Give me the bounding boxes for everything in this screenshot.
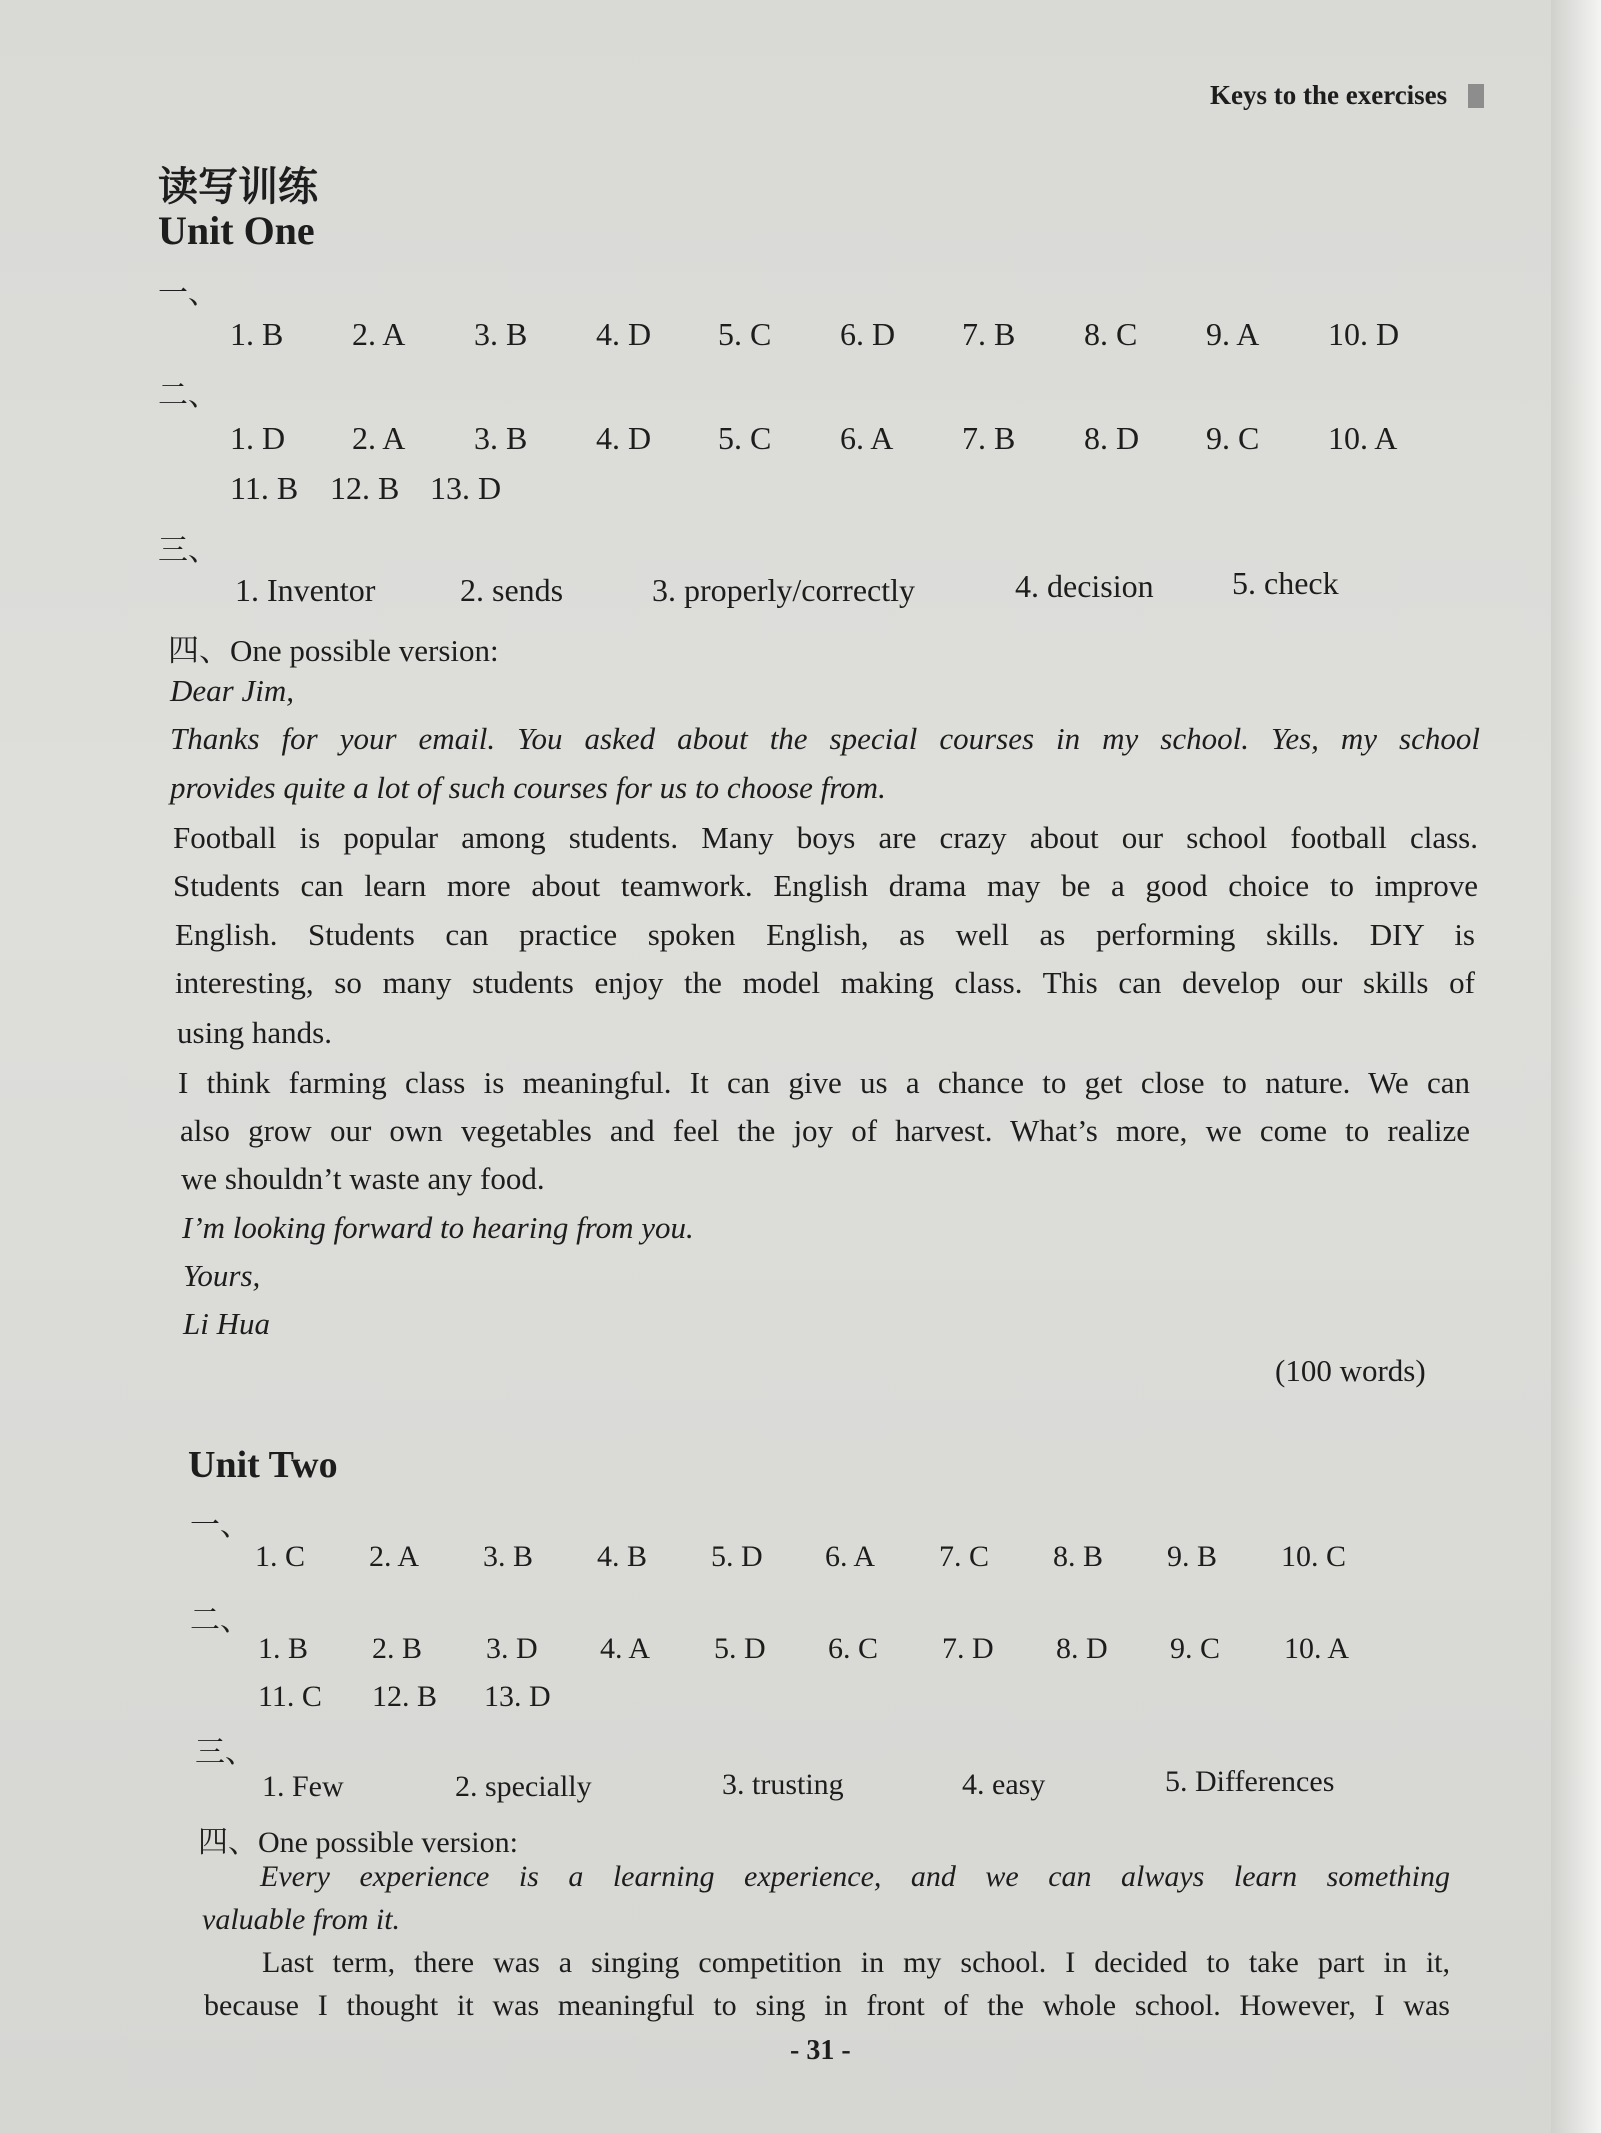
page-edge (1551, 0, 1601, 2133)
answer: 12. B (330, 470, 400, 506)
letter-line: Football is popular among students. Many boys are crazy about our school football class. (173, 820, 1478, 855)
answer: 10. C (1281, 1540, 1347, 1573)
essay-line: Every experience is a learning experience, and we can always learn something (260, 1860, 1450, 1893)
u1-part1-label: 一、 (158, 276, 218, 311)
answer: 7. D (942, 1632, 994, 1665)
answer: 7. C (939, 1540, 990, 1573)
letter-line: Li Hua (183, 1306, 270, 1341)
letter-line: also grow our own vegetables and feel the joy of harvest. What’s more, we come to realize (180, 1113, 1470, 1148)
answer: 2. A (352, 420, 406, 456)
answer: 1. B (258, 1632, 309, 1665)
u1-part1-answers (230, 316, 1450, 353)
answer: 8. B (1053, 1540, 1104, 1573)
answer: 5. C (718, 316, 772, 352)
answer: 10. A (1328, 420, 1398, 456)
answer: 2. B (372, 1632, 423, 1665)
answer: 4. B (597, 1540, 648, 1573)
answer: 2. specially (455, 1770, 592, 1803)
answer: 9. B (1167, 1540, 1218, 1573)
answer: 9. C (1170, 1632, 1221, 1665)
answer: 6. A (825, 1540, 876, 1573)
u2-part4-label: 四、One possible version: (198, 1826, 518, 1859)
answer: 1. C (255, 1540, 306, 1573)
answer: 2. sends (460, 572, 564, 608)
header-marker (1468, 84, 1484, 108)
section-title: 读写训练 (158, 164, 318, 210)
answer: 5. D (711, 1540, 763, 1573)
u1-part2-answers (230, 420, 1450, 457)
answer: 9. C (1206, 420, 1260, 456)
answer: 1. Inventor (235, 572, 376, 608)
u2-part3-label: 三、 (195, 1735, 255, 1770)
answer: 4. D (596, 420, 652, 456)
answer: 13. D (430, 470, 502, 506)
answer: 8. D (1056, 1632, 1108, 1665)
essay-line: because I thought it was meaningful to sing in front of the whole school. However, I was (204, 1989, 1450, 2022)
letter-line: provides quite a lot of such courses for us to choose from. (170, 770, 886, 805)
answer: 3. D (486, 1632, 538, 1665)
answer: 8. D (1084, 420, 1140, 456)
letter-line: we shouldn’t waste any food. (181, 1161, 545, 1196)
answer: 4. A (600, 1632, 651, 1665)
answer: 10. D (1328, 316, 1400, 352)
unit-one-title: Unit One (158, 208, 315, 253)
u1-part2-label: 二、 (158, 378, 218, 413)
answer: 1. Few (262, 1770, 344, 1803)
unit-two-title: Unit Two (188, 1444, 338, 1486)
answer: 10. A (1284, 1632, 1350, 1665)
letter-line: interesting, so many students enjoy the model making class. This can develop our skills of (175, 965, 1475, 1000)
word-count: (100 words) (1275, 1353, 1426, 1388)
answer: 5. D (714, 1632, 766, 1665)
letter-line: I think farming class is meaningful. It can give us a chance to get close to nature. We can (178, 1065, 1470, 1100)
answer: 13. D (484, 1680, 551, 1713)
answer: 4. decision (1015, 568, 1154, 604)
answer: 1. B (230, 316, 284, 352)
answer: 11. B (230, 470, 299, 506)
answer: 12. B (372, 1680, 438, 1713)
answer: 2. A (352, 316, 406, 352)
answer: 7. B (962, 420, 1016, 456)
answer: 8. C (1084, 316, 1138, 352)
letter-line: Thanks for your email. You asked about the special courses in my school. Yes, my school (170, 721, 1480, 756)
u2-part1-label: 一、 (190, 1508, 250, 1543)
letter-line: using hands. (177, 1015, 332, 1050)
answer: 3. B (474, 420, 528, 456)
answer: 4. easy (962, 1768, 1046, 1801)
answer: 5. Differences (1165, 1765, 1335, 1798)
u2-part2-answers-2 (258, 1680, 606, 1714)
answer: 3. B (474, 316, 528, 352)
essay-line: Last term, there was a singing competition in my school. I decided to take part in it, (262, 1946, 1450, 1979)
u1-part3-label: 三、 (158, 533, 218, 568)
answer: 9. A (1206, 316, 1260, 352)
letter-line: Yours, (183, 1258, 261, 1293)
answer: 3. trusting (722, 1768, 844, 1801)
answer: 1. D (230, 420, 286, 456)
answer: 6. D (840, 316, 896, 352)
letter-line: Students can learn more about teamwork. English drama may be a good choice to improve (173, 868, 1478, 903)
letter-line: I’m looking forward to hearing from you. (182, 1210, 694, 1245)
answer: 5. C (718, 420, 772, 456)
u2-part1-answers (255, 1540, 1395, 1574)
answer: 6. A (840, 420, 894, 456)
answer: 11. C (258, 1680, 322, 1713)
u1-part2-answers-2 (230, 470, 552, 507)
answer: 4. D (596, 316, 652, 352)
answer: 6. C (828, 1632, 879, 1665)
letter-line: Dear Jim, (170, 673, 294, 708)
answer: 3. properly/correctly (652, 572, 915, 608)
answer: 5. check (1232, 565, 1339, 601)
essay-line: valuable from it. (202, 1903, 401, 1936)
u1-part4-label: 四、One possible version: (168, 633, 499, 668)
running-header: Keys to the exercises (1210, 80, 1448, 110)
u2-part2-label: 二、 (190, 1603, 250, 1638)
answer: 2. A (369, 1540, 420, 1573)
u2-part2-answers (258, 1632, 1398, 1666)
answer: 3. B (483, 1540, 534, 1573)
answer: 7. B (962, 316, 1016, 352)
page-number: - 31 - (790, 2035, 851, 2066)
letter-line: English. Students can practice spoken English, as well as performing skills. DIY is (175, 917, 1475, 952)
